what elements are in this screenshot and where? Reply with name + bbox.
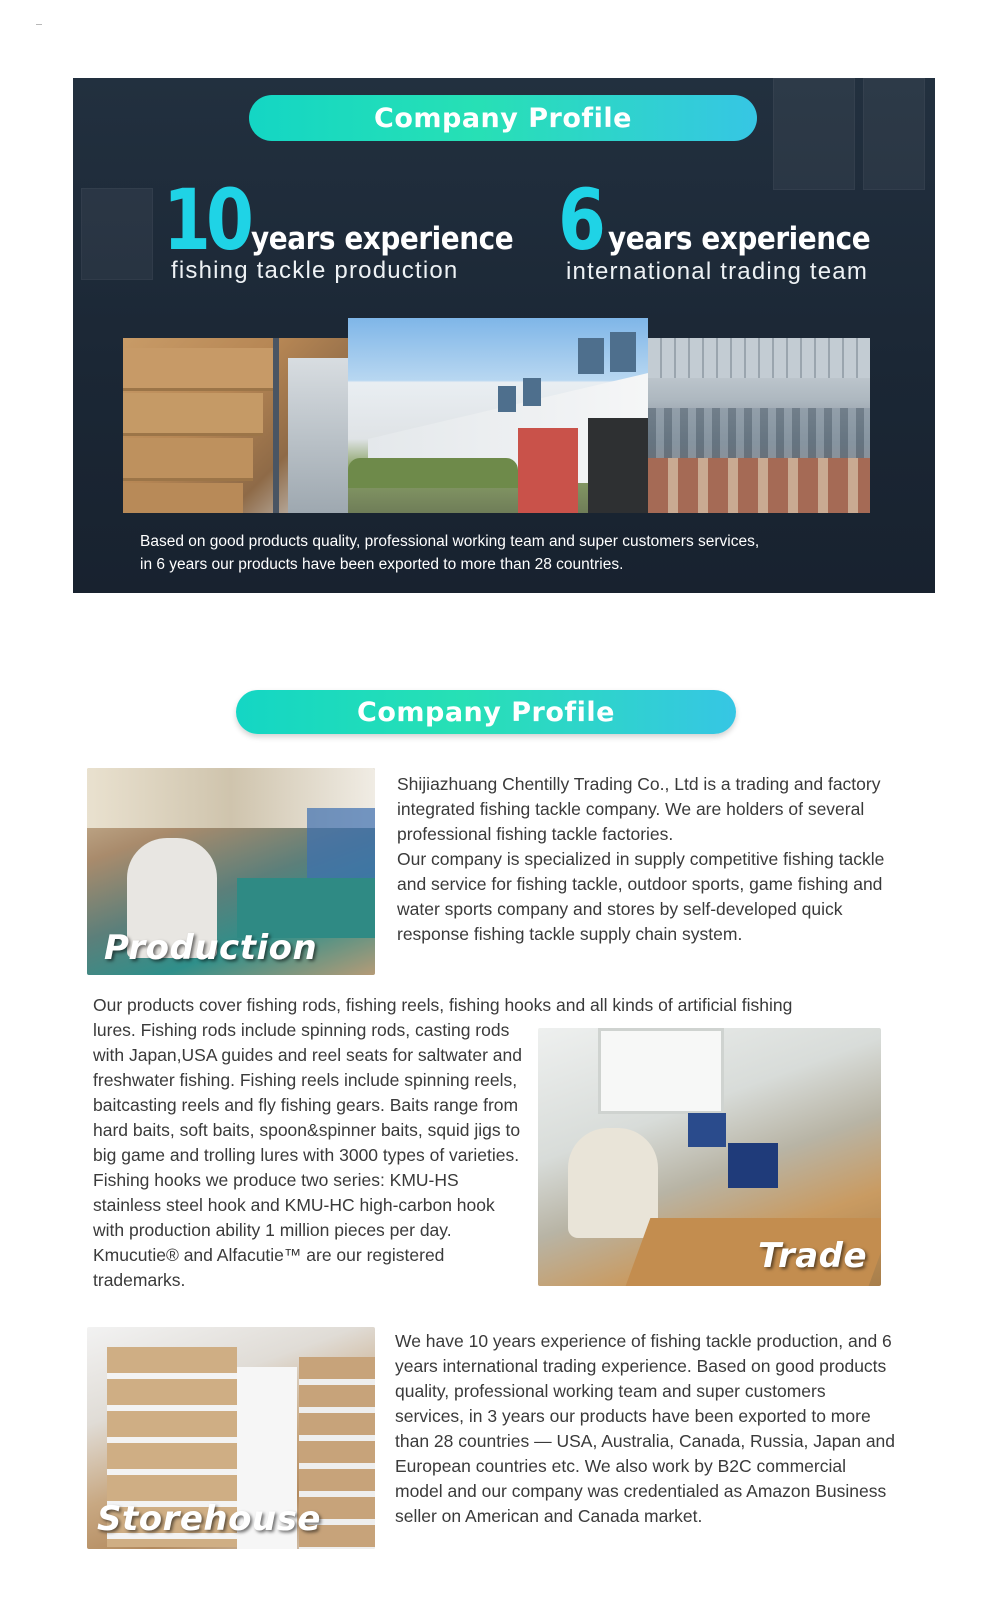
- trade-label: Trade: [758, 1236, 868, 1276]
- factory-floor-photo: [648, 338, 870, 513]
- stat-subline: fishing tackle production: [171, 257, 459, 284]
- banner-title-pill: Company Profile: [249, 95, 757, 141]
- experience-paragraph: We have 10 years experience of fishing tackle production, and 6 years international trading experience. Based on good products quality, professional working team and super customers services, in 3 years our products have been exported to more than 28 countries — USA, Australia, Canada, Russia, Japan and European countries etc. We also work by B2C commercial model and our company was credentialed as Amazon Business seller on American and Canada market.: [395, 1331, 896, 1526]
- intro-text: Shijiazhuang Chentilly Trading Co., Ltd is a trading and factory integrated fishing tackle company. We are holders of several professional fishing tackle factories.: [397, 774, 881, 844]
- production-label: Production: [104, 928, 318, 968]
- storehouse-label: Storehouse: [97, 1499, 321, 1539]
- profile-title-pill: Company Profile: [236, 690, 736, 734]
- factory-building-photo: [348, 318, 648, 513]
- banner-caption-line: Based on good products quality, professional working team and super customers services,: [140, 533, 760, 550]
- stat-subline: international trading team: [566, 258, 869, 285]
- stat-number: 10: [163, 171, 250, 269]
- background-window: [773, 78, 855, 190]
- intro-paragraph: [397, 772, 897, 947]
- products-paragraph: lures. Fishing rods include spinning rods, casting rods with Japan,USA guides and reel seats for saltwater and freshwater fishing. Fishing reels include spinning reels, baitcasting reels and fly fishing gears. Baits range from hard baits, soft baits, spoon&spinner baits, squid jigs to big game and trolling lures with 3000 types of varieties. Fishing hooks we produce two series: KMU-HS stainless steel hook and KMU-HC high-carbon hook with production ability 1 million pieces per day. Kmucutie® and Alfacutie™ are our registered trademarks.: [93, 1020, 522, 1290]
- stat-headline: years experience: [251, 221, 514, 257]
- products-lead-line: Our products cover fishing rods, fishing reels, fishing hooks and all kinds of artificial fishing: [93, 995, 793, 1015]
- company-profile-banner: [73, 78, 935, 593]
- stat-headline: years experience: [608, 221, 871, 257]
- warehouse-photo: [123, 338, 348, 513]
- stat-number: 6: [558, 171, 602, 269]
- trade-office-photo: [538, 1028, 881, 1286]
- background-window: [81, 188, 153, 280]
- stray-mark: [36, 24, 42, 25]
- storehouse-photo: [87, 1327, 375, 1549]
- intro-text: Our company is specialized in supply competitive fishing tackle and service for fishing tackle, outdoor sports, game fishing and water sports company and stores by self-developed quick response fishing tackle supply chain system.: [397, 849, 885, 944]
- banner-caption: [140, 530, 860, 576]
- banner-caption-line: in 6 years our products have been exported to more than 28 countries.: [140, 556, 624, 573]
- production-photo: [87, 768, 375, 975]
- background-window: [863, 78, 925, 190]
